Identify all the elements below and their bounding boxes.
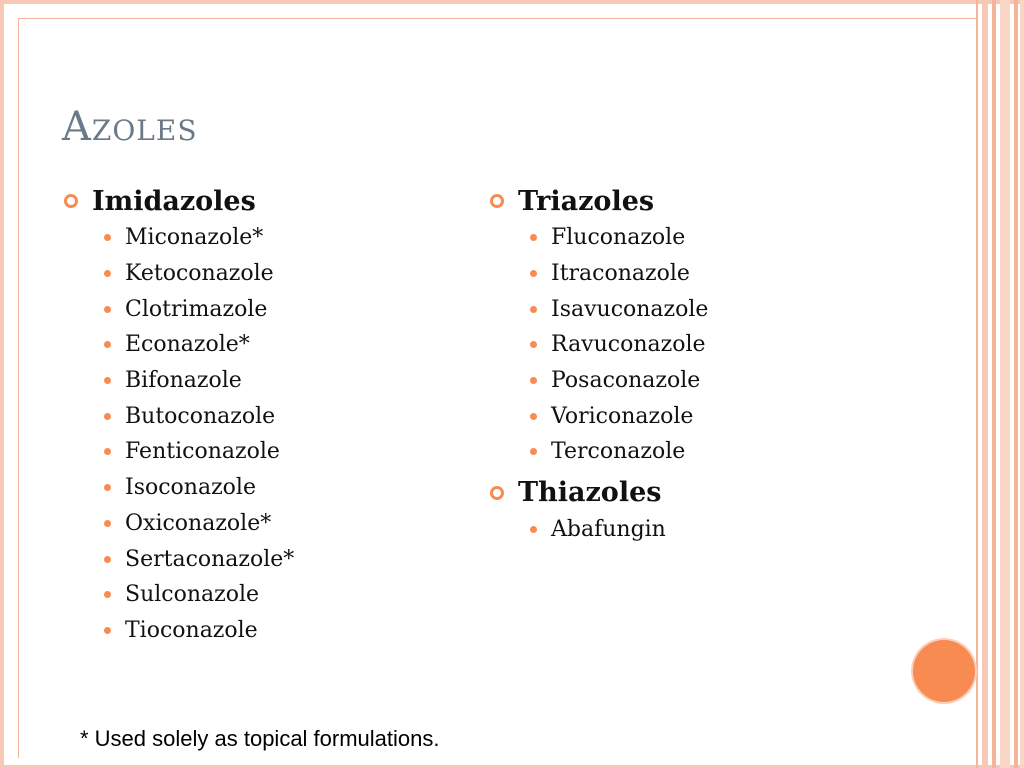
drug-list <box>64 220 464 648</box>
list-item-label: Posaconazole <box>551 368 701 394</box>
list-item-label: Sertaconazole* <box>125 546 295 572</box>
dot-bullet-icon <box>104 377 111 384</box>
list-item-label: Fluconazole <box>551 225 686 251</box>
drug-list <box>490 512 910 548</box>
list-item <box>104 363 464 399</box>
footnote: * Used solely as topical formulations. <box>80 726 440 751</box>
group-heading <box>490 474 910 512</box>
dot-bullet-icon <box>530 341 537 348</box>
list-item <box>104 398 464 434</box>
list-item <box>104 577 464 613</box>
list-item <box>530 434 910 470</box>
right-stripe <box>1020 0 1024 768</box>
dot-bullet-icon <box>530 413 537 420</box>
dot-bullet-icon <box>104 520 111 527</box>
right-column <box>490 182 910 548</box>
dot-bullet-icon <box>104 234 111 241</box>
group-heading <box>490 182 910 220</box>
list-item-label: Tioconazole <box>125 617 258 643</box>
list-item-label: Terconazole <box>551 439 686 465</box>
list-item <box>104 613 464 649</box>
list-item-label: Butoconazole <box>125 403 276 429</box>
list-item <box>530 256 910 292</box>
dot-bullet-icon <box>530 270 537 277</box>
left-column <box>64 182 464 648</box>
list-item-label: Voriconazole <box>551 403 694 429</box>
list-item-label: Abafungin <box>551 517 666 543</box>
dot-bullet-icon <box>104 448 111 455</box>
group-heading-label: Imidazoles <box>92 185 256 217</box>
dot-bullet-icon <box>104 413 111 420</box>
drug-list <box>490 220 910 470</box>
ring-bullet-icon <box>490 194 504 208</box>
dot-bullet-icon <box>530 306 537 313</box>
dot-bullet-icon <box>104 270 111 277</box>
right-stripe <box>982 0 988 768</box>
list-item-label: Miconazole* <box>125 225 264 251</box>
list-item <box>104 256 464 292</box>
right-stripe <box>1000 0 1010 768</box>
list-item <box>104 470 464 506</box>
dot-bullet-icon <box>104 484 111 491</box>
ring-bullet-icon <box>64 194 78 208</box>
group-heading <box>64 182 464 220</box>
list-item-label: Econazole* <box>125 332 250 358</box>
frame-left-border <box>0 0 4 768</box>
list-item-label: Ravuconazole <box>551 332 706 358</box>
list-item-label: Fenticonazole <box>125 439 280 465</box>
list-item <box>530 291 910 327</box>
list-item <box>530 398 910 434</box>
inner-frame-top-line <box>18 18 976 19</box>
dot-bullet-icon <box>104 627 111 634</box>
dot-bullet-icon <box>104 306 111 313</box>
right-stripe <box>1014 0 1018 768</box>
list-item-label: Bifonazole <box>125 368 242 394</box>
list-item-label: Oxiconazole* <box>125 510 272 536</box>
inner-frame-left-line <box>18 18 19 758</box>
ring-bullet-icon <box>490 486 504 500</box>
right-stripe <box>992 0 996 768</box>
list-item <box>530 512 910 548</box>
list-item-label: Itraconazole <box>551 261 690 287</box>
list-item <box>104 434 464 470</box>
list-item <box>530 220 910 256</box>
list-item <box>104 220 464 256</box>
list-item-label: Ketoconazole <box>125 261 274 287</box>
list-item-label: Isoconazole <box>125 475 256 501</box>
list-item <box>530 327 910 363</box>
dot-bullet-icon <box>530 377 537 384</box>
dot-bullet-icon <box>530 448 537 455</box>
dot-bullet-icon <box>530 526 537 533</box>
group-heading-label: Triazoles <box>518 185 655 217</box>
slide-title: Azoles <box>62 104 198 150</box>
decorative-circle <box>913 640 975 702</box>
right-stripe <box>976 0 978 768</box>
dot-bullet-icon <box>104 556 111 563</box>
list-item <box>530 363 910 399</box>
dot-bullet-icon <box>104 591 111 598</box>
list-item <box>104 541 464 577</box>
list-item <box>104 291 464 327</box>
list-item-label: Sulconazole <box>125 582 260 608</box>
list-item <box>104 327 464 363</box>
frame-top-border <box>0 0 1024 4</box>
list-item <box>104 506 464 542</box>
list-item-label: Clotrimazole <box>125 296 268 322</box>
group-heading-label: Thiazoles <box>518 477 662 509</box>
dot-bullet-icon <box>530 234 537 241</box>
dot-bullet-icon <box>104 341 111 348</box>
list-item-label: Isavuconazole <box>551 296 709 322</box>
